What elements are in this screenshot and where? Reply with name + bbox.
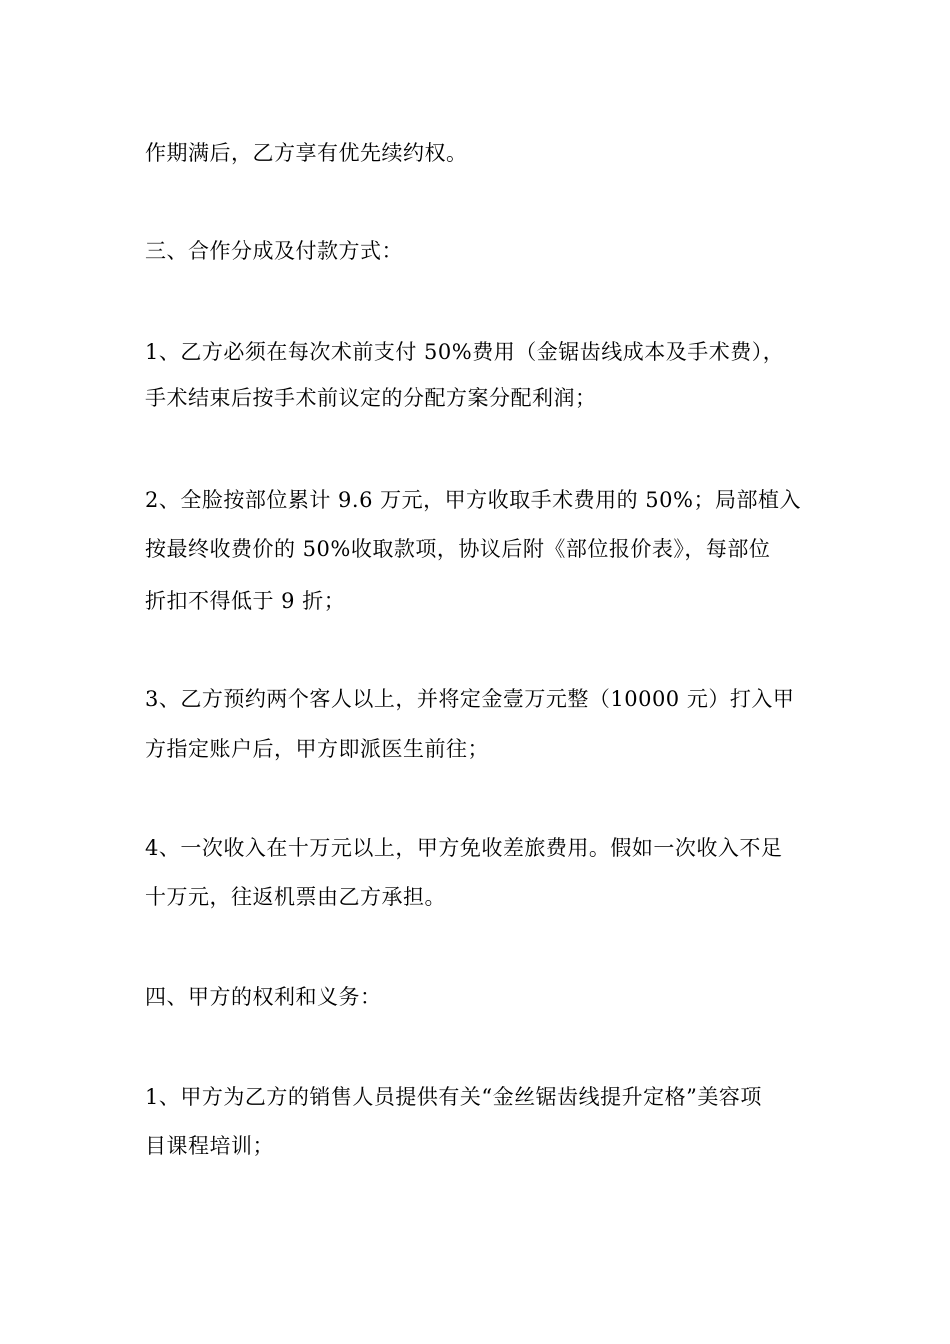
text-line: 1、甲方为乙方的销售人员提供有关“金丝锯齿线提升定格”美容项 [145, 1085, 762, 1109]
text-line: 折扣不得低于 9 折； [145, 589, 346, 613]
text-line: 作期满后，乙方享有优先续约权。 [145, 141, 468, 165]
text-line: 目课程培训； [145, 1134, 274, 1158]
section-heading-4: 四、甲方的权利和义务： [145, 985, 382, 1009]
text-line: 3、乙方预约两个客人以上，并将定金壹万元整（10000 元）打入甲 [145, 687, 795, 711]
text-line: 手术结束后按手术前议定的分配方案分配利润； [145, 386, 597, 410]
text-line: 2、全脸按部位累计 9.6 万元，甲方收取手术费用的 50%；局部植入 [145, 488, 801, 512]
text-line: 4、一次收入在十万元以上，甲方免收差旅费用。假如一次收入不足 [145, 836, 783, 860]
text-line: 按最终收费价的 50%收取款项，协议后附《部位报价表》，每部位 [145, 537, 771, 561]
text-line: 十万元，往返机票由乙方承担。 [145, 885, 446, 909]
section-heading-3: 三、合作分成及付款方式： [145, 239, 403, 263]
text-line: 方指定账户后，甲方即派医生前往； [145, 737, 489, 761]
text-line: 1、乙方必须在每次术前支付 50%费用（金锯齿线成本及手术费）， [145, 340, 785, 364]
